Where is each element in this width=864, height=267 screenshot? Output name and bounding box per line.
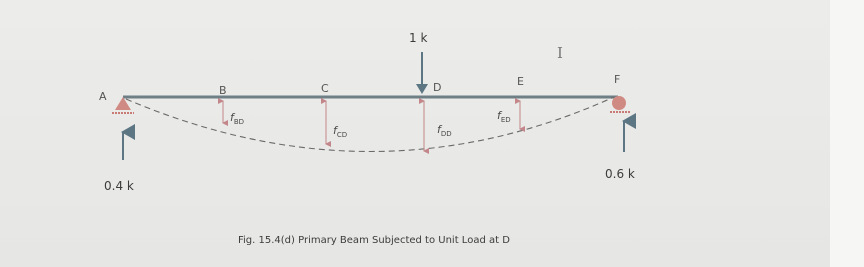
figure-caption: Fig. 15.4(d) Primary Beam Subjected to Unit Load at D xyxy=(238,235,510,246)
node-label-d: D xyxy=(433,81,442,94)
reaction-label-a: 0.4 k xyxy=(104,179,134,193)
node-label-a: A xyxy=(99,90,107,103)
deflection-label-bd: $f_{BD}$ xyxy=(230,111,245,126)
deflection-label-ed: $f_{ED}$ xyxy=(497,109,511,124)
node-label-b: B xyxy=(219,84,227,97)
node-label-e: E xyxy=(517,75,524,88)
deflection-label-cd: $f_{CD}$ xyxy=(333,124,348,139)
node-label-f: F xyxy=(614,73,621,86)
applied-load-label: 1 k xyxy=(409,31,428,45)
pin-support-a xyxy=(112,97,134,113)
deflection-label-dd: $f_{DD}$ xyxy=(437,123,452,138)
reaction-label-f: 0.6 k xyxy=(605,167,635,181)
node-label-c: C xyxy=(321,82,329,95)
deflected-shape xyxy=(126,97,614,152)
text-cursor-icon: I xyxy=(557,44,563,62)
load-arrow-d xyxy=(416,52,428,94)
